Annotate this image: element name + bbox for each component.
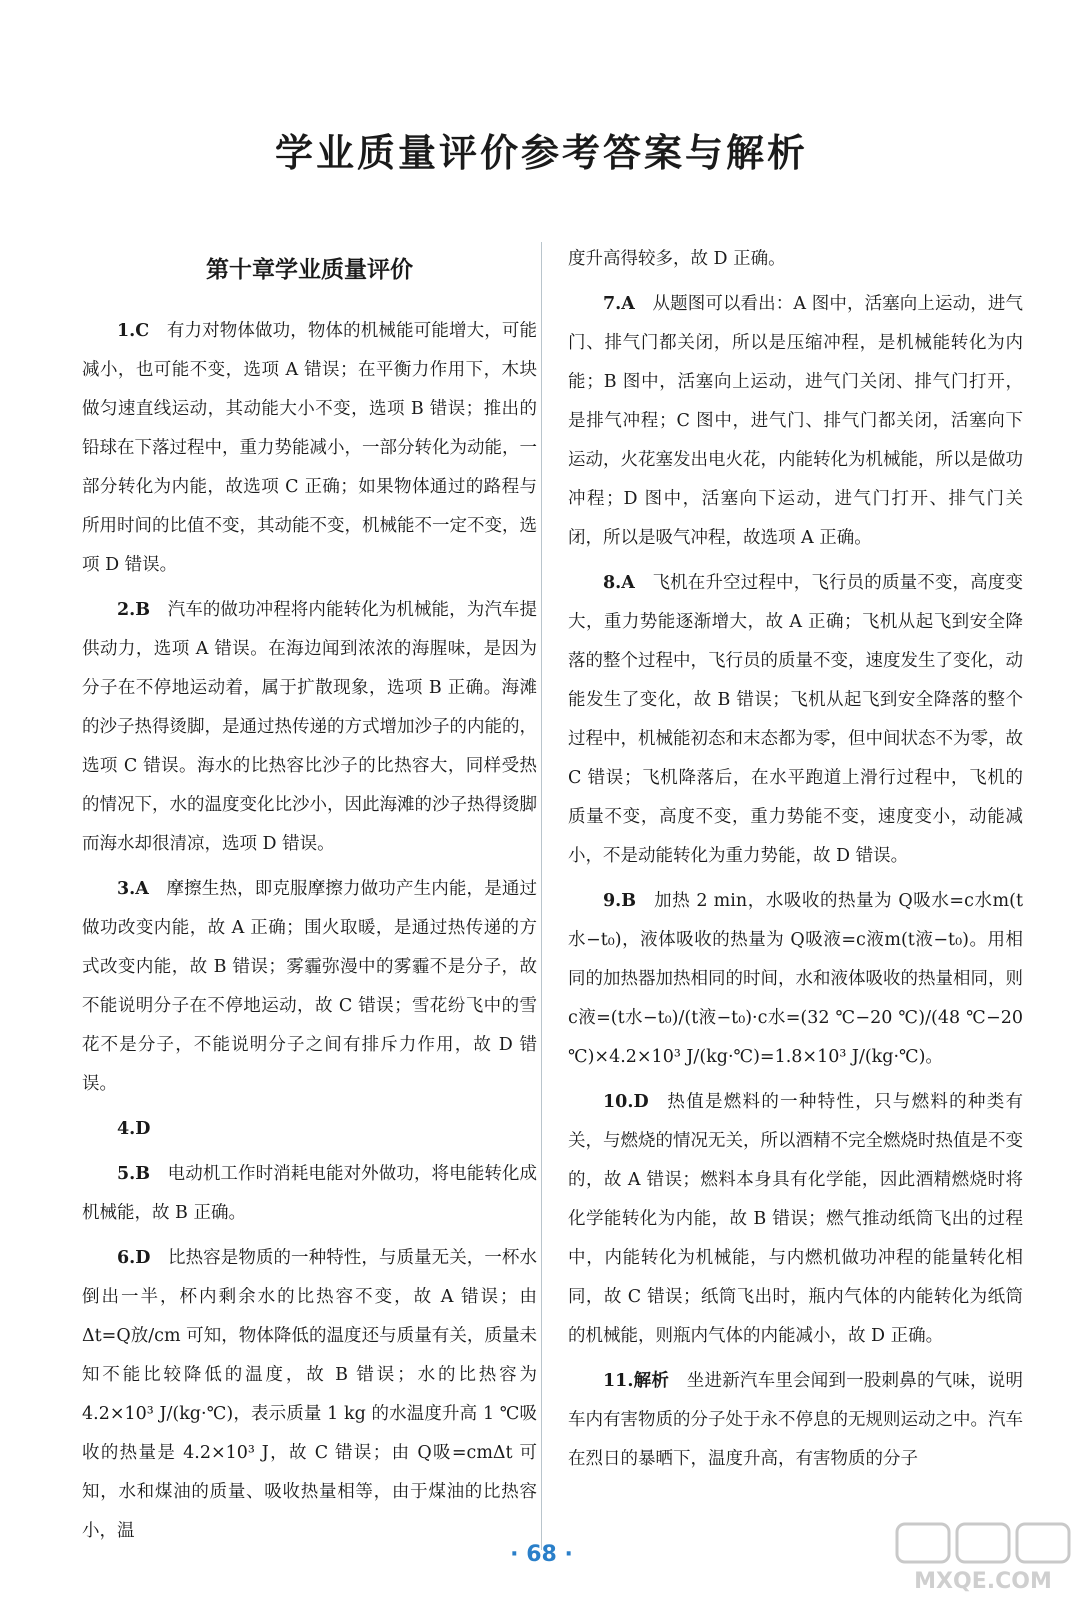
answer-text: 电动机工作时消耗电能对外做功，将电能转化成机械能，故 B 正确。 bbox=[82, 1164, 537, 1223]
left-answer-list bbox=[82, 312, 537, 1551]
answer-item bbox=[568, 1083, 1023, 1356]
answer-text: 摩擦生热，即克服摩擦力做功产生内能，是通过做功改变内能，故 A 正确；围火取暖，是通过热传递的方式改变内能，故 B 错误；雾霾弥漫中的雾霾不是分子，故不能说明分子在不停地运动，故 C 错误；雪花纷飞中的雪花不是分子，不能说明分子之间有排斥力作用，故 D 错误。 bbox=[82, 879, 537, 1094]
page-title: 学业质量评价参考答案与解析 bbox=[274, 131, 808, 175]
answer-item bbox=[568, 564, 1023, 876]
answer-item bbox=[82, 870, 537, 1104]
answer-text: 热值是燃料的一种特性，只与燃料的种类有关，与燃烧的情况无关，所以酒精不完全燃烧时热值是不变的，故 A 错误；燃料本身具有化学能，因此酒精燃烧时将化学能转化为内能，故 B 错误；燃气推动纸筒飞出的过程中，内能转化为机械能，与内燃机做功冲程的能量转化相同，故 C 错误；纸筒飞出时，瓶内气体的内能转化为纸筒的机械能，则瓶内气体的内能减小，故 D 正确。 bbox=[568, 1092, 1023, 1346]
answer-item bbox=[568, 1362, 1023, 1479]
answer-text: 加热 2 min，水吸收的热量为 Q吸水=c水m(t水−t₀)，液体吸收的热量为 Q吸液=c液m(t液−t₀)。用相同的加热器加热相同的时间，水和液体吸收的热量相同，则 c液=(t水−t₀)/(t液−t₀)·c水=(32 ℃−20 ℃)/(48 ℃−20 ℃)×4.2×10³ J/(kg·℃)=1.8×10³ J/(kg·℃)。 bbox=[568, 891, 1023, 1067]
answer-number: 7.A bbox=[603, 294, 635, 314]
answer-text: 从题图可以看出：A 图中，活塞向上运动，进气门、排气门都关闭，所以是压缩冲程，是机械能转化为内能；B 图中，活塞向上运动，进气门关闭、排气门打开，是排气冲程；C 图中，进气门、排气门都关闭，活塞向下运动，火花塞发出电火花，内能转化为机械能，所以是做功冲程；D 图中，活塞向下运动，进气门打开、排气门关闭，所以是吸气冲程，故选项 A 正确。 bbox=[568, 294, 1023, 548]
answer-item bbox=[568, 240, 1023, 279]
answer-item bbox=[82, 312, 537, 585]
answer-text: 有力对物体做功，物体的机械能可能增大，可能减小，也可能不变，选项 A 错误；在平衡力作用下，木块做匀速直线运动，其动能大小不变，选项 B 错误；推出的铅球在下落过程中，重力势能减小，一部分转化为动能，一部分转化为内能，故选项 C 正确；如果物体通过的路程与所用时间的比值不变，其动能不变，机械能不一定不变，选项 D 错误。 bbox=[82, 321, 537, 575]
answer-number: 8.A bbox=[603, 573, 635, 593]
answer-number: 5.B bbox=[117, 1164, 151, 1184]
answer-item bbox=[568, 882, 1023, 1077]
answer-text: 比热容是物质的一种特性，与质量无关，一杯水倒出一半，杯内剩余水的比热容不变，故 A 错误；由 Δt=Q放/cm 可知，物体降低的温度还与质量有关，质量未知不能比较降低的温度，故 B 错误；水的比热容为 4.2×10³ J/(kg·℃)，表示质量 1 kg 的水温度升高 1 ℃吸收的热量是 4.2×10³ J，故 C 错误；由 Q吸=cmΔt 可知，水和煤油的质量、吸收热量相等，由于煤油的比热容小，温 bbox=[82, 1248, 537, 1541]
answer-text: 飞机在升空过程中，飞行员的质量不变，高度变大，重力势能逐渐增大，故 A 正确；飞机从起飞到安全降落的整个过程中，飞行员的质量不变，速度发生了变化，动能发生了变化，故 B 错误；飞机从起飞到安全降落的整个过程中，机械能初态和末态都为零，但中间状态不为零，故 C 错误；飞机降落后，在水平跑道上滑行过程中，飞机的质量不变，高度不变，重力势能不变，速度变小，动能减小，不是动能转化为重力势能，故 D 错误。 bbox=[568, 573, 1023, 866]
answer-text: 汽车的做功冲程将内能转化为机械能，为汽车提供动力，选项 A 错误。在海边闻到浓浓的海腥味，是因为分子在不停地运动着，属于扩散现象，选项 B 正确。海滩的沙子热得烫脚，是通过热传递的方式增加沙子的内能的，选项 C 错误。海水的比热容比沙子的比热容大，同样受热的情况下，水的温度变化比沙小，因此海滩的沙子热得烫脚而海水却很清凉，选项 D 错误。 bbox=[82, 600, 537, 854]
right-column bbox=[568, 240, 1023, 1485]
answer-number: 1.C bbox=[117, 321, 150, 341]
watermark-logo bbox=[893, 1522, 1073, 1594]
answer-item bbox=[82, 591, 537, 864]
answer-item bbox=[82, 1239, 537, 1551]
answer-text: 坐进新汽车里会闻到一股刺鼻的气味，说明车内有害物质的分子处于永不停息的无规则运动之中。汽车在烈日的暴晒下，温度升高，有害物质的分子 bbox=[568, 1371, 1024, 1469]
answer-number: 11.解析 bbox=[603, 1371, 670, 1391]
right-answer-list bbox=[568, 240, 1023, 1479]
column-divider bbox=[541, 242, 542, 1550]
answer-item bbox=[82, 1110, 537, 1149]
answer-number: 10.D bbox=[603, 1092, 649, 1112]
answer-item bbox=[82, 1155, 537, 1233]
answer-number: 4.D bbox=[117, 1119, 151, 1139]
page-number: · 68 · bbox=[510, 1542, 573, 1567]
answer-number: 9.B bbox=[603, 891, 637, 911]
answer-text: 度升高得较多，故 D 正确。 bbox=[568, 249, 786, 269]
answer-number: 6.D bbox=[117, 1248, 151, 1268]
answer-item bbox=[568, 285, 1023, 558]
answer-number: 3.A bbox=[117, 879, 149, 899]
section-title: 第十章学业质量评价 bbox=[206, 257, 413, 283]
watermark-text: MXQE.COM bbox=[914, 1569, 1052, 1594]
left-column bbox=[82, 240, 537, 1557]
answer-number: 2.B bbox=[117, 600, 151, 620]
